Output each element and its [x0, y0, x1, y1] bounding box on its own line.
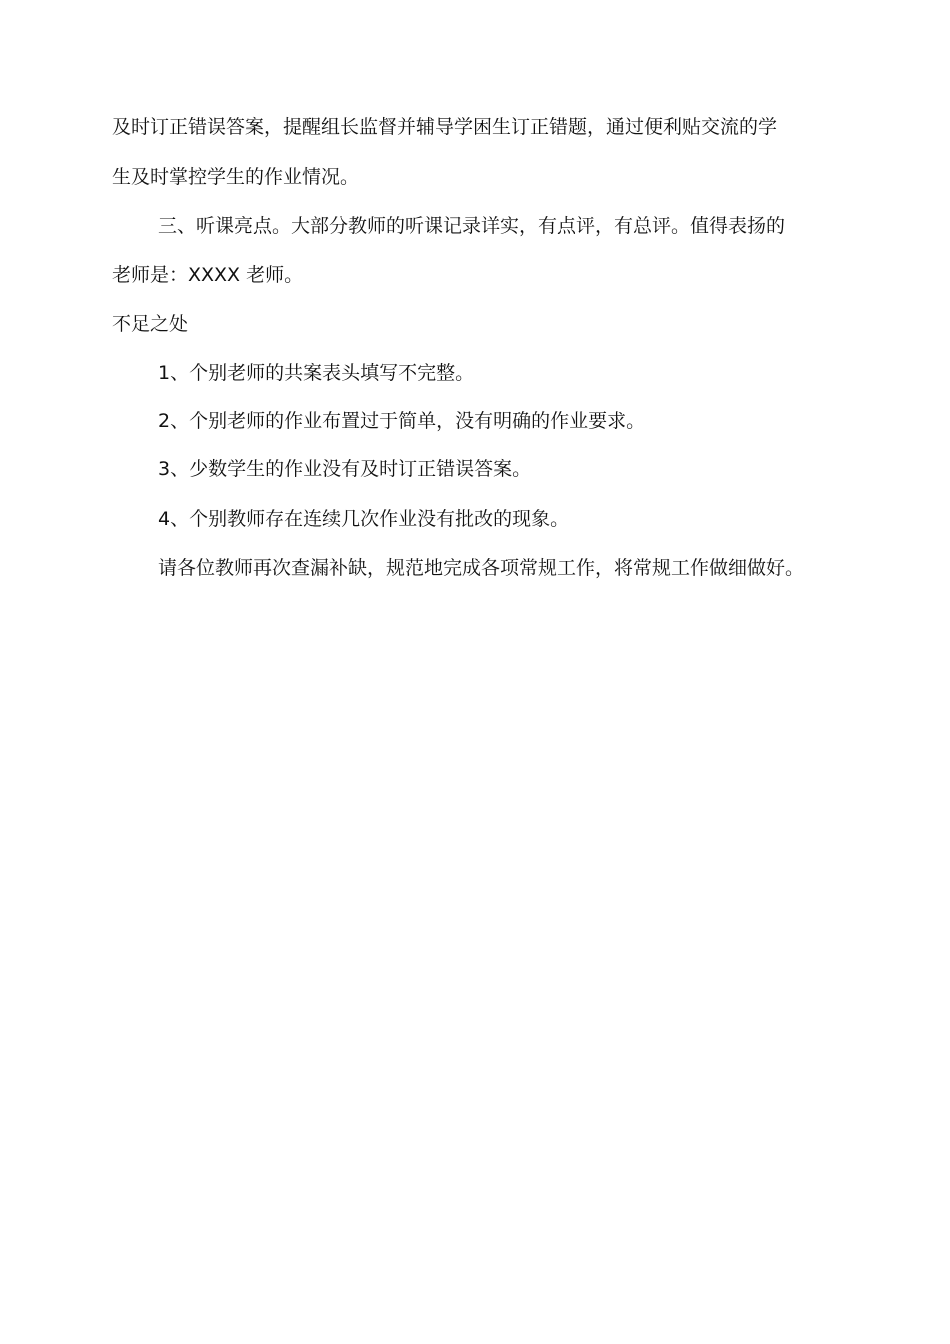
- section-three-line-1: 三、听课亮点。大部分教师的听课记录详实，有点评，有总评。值得表扬的: [158, 215, 786, 237]
- paragraph-continuation-line-2: 生及时掌控学生的作业情况。: [112, 166, 360, 188]
- section-three-line-2: 老师是：XXXX 老师。: [112, 264, 304, 286]
- shortcoming-item-4: 4、个别教师存在连续几次作业没有批改的现象。: [158, 508, 570, 530]
- shortcomings-heading: 不足之处: [112, 313, 189, 335]
- shortcoming-item-2: 2、个别老师的作业布置过于简单，没有明确的作业要求。: [158, 410, 646, 432]
- closing-paragraph: 请各位教师再次查漏补缺，规范地完成各项常规工作，将常规工作做细做好。: [158, 557, 805, 579]
- shortcoming-item-1: 1、个别老师的共案表头填写不完整。: [158, 362, 475, 384]
- paragraph-continuation-line-1: 及时订正错误答案，提醒组长监督并辅导学困生订正错题，通过便利贴交流的学: [112, 116, 778, 138]
- shortcoming-item-3: 3、少数学生的作业没有及时订正错误答案。: [158, 458, 532, 480]
